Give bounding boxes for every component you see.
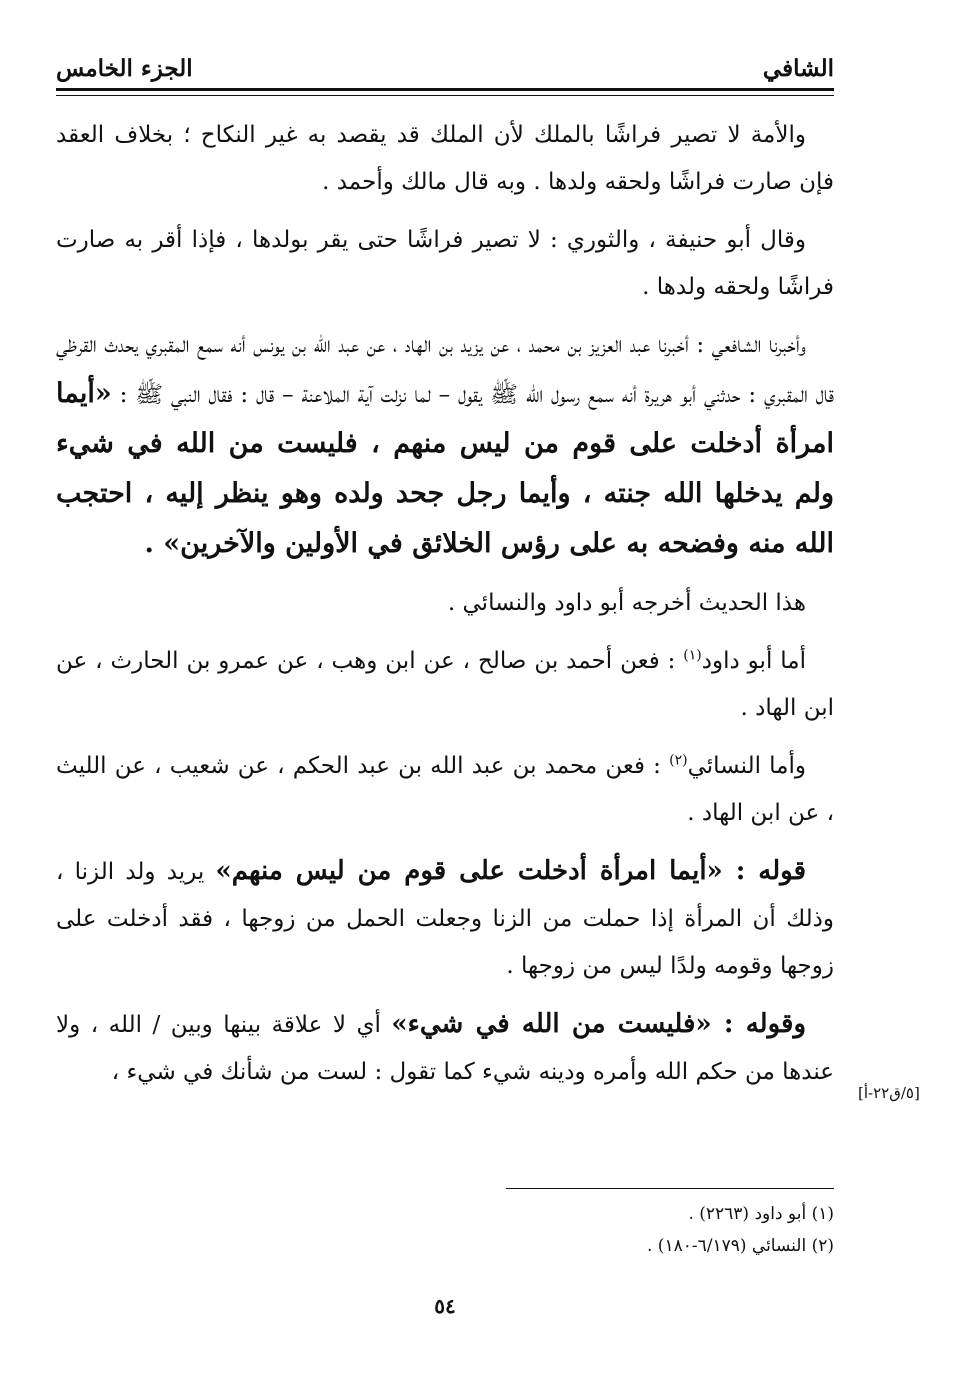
paragraph-text: يريد ولد الزنا ، وذلك أن المرأة إذا حملت من الزنا وجعلت الحمل من زوجها ، فقد أدخلت على زوجها وقومه ولدًا ليس من زوجها . [56,859,834,979]
footnotes [56,1198,834,1262]
footnote-1: (١) أبو داود (٢٢٦٣) . [688,1204,834,1224]
paragraph [56,1001,834,1096]
paragraph-text: أما أبو داود [701,648,806,674]
footnote-reference: (١) [683,647,702,664]
page-number: ٥٤ [434,1294,456,1318]
commentary-lemma: وقوله : «فليست من الله في شيء» [391,1009,807,1039]
paragraph-text: : فعن محمد بن عبد الله بن عبد الحكم ، عن شعيب ، عن الليث ، عن ابن الهاد . [56,753,834,826]
paragraph-text: هذا الحديث أخرجه أبو داود والنسائي . [447,590,806,616]
paragraph [56,322,834,569]
footnote-reference: (٢) [669,752,688,769]
header-rule-thick [56,88,834,91]
paragraph-text: وأما النسائي [687,753,806,779]
paragraph [56,638,834,732]
paragraph-text: والأمة لا تصير فراشًا بالملك لأن الملك قد يقصد به غير النكاح ؛ بخلاف العقد فإن صارت فراشًا ولحقه ولدها . وبه قال مالك وأحمد . [56,122,834,195]
commentary-lemma: قوله : «أيما امرأة أدخلت على قوم من ليس منهم» [215,856,806,886]
paragraph-text: : فعن أحمد بن صالح ، عن ابن وهب ، عن عمرو بن الحارث ، عن ابن الهاد . [56,648,834,721]
body-text [56,112,834,1107]
paragraph-text: وقال أبو حنيفة ، والثوري : لا تصير فراشًا حتى يقر بولدها ، فإذا أقر به صارت فراشًا ولحقه ولدها . [56,227,834,300]
footnote-2: (٢) النسائي (٦/١٧٩-١٨٠) . [646,1236,834,1256]
book-title: الشافي [762,55,834,82]
paragraph-text: أي لا علاقة بينها وبين / الله ، ولا عندها من حكم الله وأمره ودينه شيء كما تقول : لست من شأنك في شيء ، [56,1012,834,1085]
paragraph-text: وأخبرنا الشافعي : أخبرنا عبد العزيز بن محمد ، عن يزيد بن الهاد ، عن عبد الله بن يونس أنه سمع المقبري يحدث القرظي قال المقبري : حدثني أبو هريرة أنه سمع رسول الله ﷺ يقول – لما نزلت آية الملاعنة – قال : فقال النبي ﷺ : [56,332,834,408]
hadith-text: «أيما امرأة أدخلت على قوم من ليس منهم ، فليست من الله في شيء ولم يدخلها الله جنته ، وأيما رجل جحد ولده وهو ينظر إليه ، احتجب الله منه وفضحه به على رؤس الخلائق في الأولين والآخرين» . [56,378,834,559]
paragraph [56,580,834,627]
paragraph [56,217,834,311]
footnote-rule [506,1188,834,1189]
header-rule-thin [56,95,834,96]
volume-title: الجزء الخامس [56,55,193,82]
paragraph [56,112,834,206]
paragraph [56,743,834,837]
paragraph [56,848,834,990]
manuscript-folio-note: [٥/ق٢٢-أ] [858,1084,920,1102]
running-head [56,42,834,82]
